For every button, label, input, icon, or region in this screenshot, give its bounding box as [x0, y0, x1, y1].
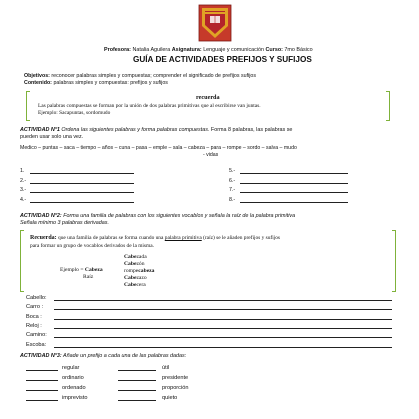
recuerda-2-text-b: (raíz) se le añaden prefijos y sufijos — [201, 235, 281, 241]
word-right: proporción — [162, 385, 189, 391]
derivada-root: Cabe — [124, 275, 137, 281]
answer-line[interactable] — [240, 183, 348, 184]
actividad-2-text: Forma una familia de palabras con los siguientes vocablos y señala la raíz de la palabra primitiva — [63, 213, 296, 219]
derivadas-list — [124, 254, 154, 289]
actividad-1-instruction — [20, 127, 292, 133]
answer-line[interactable] — [240, 202, 348, 203]
derivada-root: Cabe — [124, 261, 137, 267]
word-left: regular — [62, 365, 80, 371]
prefix-answer-line[interactable] — [26, 400, 58, 401]
answer-number: 2.- — [20, 177, 27, 184]
derivada-word — [124, 268, 154, 275]
ejemplo-word: Cabeza — [84, 267, 103, 273]
actividad-1-label: ACTIVIDAD N°1 — [20, 127, 60, 133]
answer-line[interactable] — [30, 183, 134, 184]
answer-number: 7.- — [229, 187, 236, 193]
answer-line[interactable] — [30, 202, 134, 203]
page-title: GUÍA DE ACTIVIDADES PREFIJOS Y SUFIJOS — [133, 55, 312, 64]
contenido-text: palabras simples y compuestas: prefijos y sufijos — [53, 80, 168, 86]
answer-number: 8.- — [229, 196, 236, 203]
recuerda-2-line-2: para formar un grupo de vocablos derivados de la misma. — [30, 243, 154, 249]
word-right: útil — [162, 365, 170, 371]
ejemplo — [60, 267, 103, 273]
actividad-3-text: Añade un prefijo a cada una de las palabras dadas: — [63, 353, 187, 359]
derivada-suffix: cera — [136, 282, 146, 288]
actividad-3-label: ACTIVIDAD N°3: — [20, 353, 62, 359]
recuerda-2-text-a: que una familia de palabras se forma cuando una — [56, 235, 165, 241]
derivada-suffix: zazo — [136, 275, 147, 281]
actividad-1-text-3: pueden usar solo una vez. — [20, 134, 84, 140]
answer-line[interactable] — [240, 192, 348, 193]
familia-label: Carro : — [26, 304, 44, 311]
bracket-left-2 — [20, 230, 24, 292]
prefix-answer-line[interactable] — [118, 370, 156, 371]
word-right: presidente — [162, 375, 189, 381]
curso-value: 7mo Básico — [284, 47, 313, 53]
derivada-root: Cabe — [124, 254, 137, 260]
familia-label: Camino: — [26, 332, 47, 339]
recuerda-2-text-underlined: palabra primitiva — [164, 235, 202, 241]
familia-answer-line[interactable] — [54, 319, 392, 320]
prefix-answer-line[interactable] — [118, 400, 156, 401]
actividad-1-words-2: - vidas — [203, 152, 219, 158]
derivada-word — [124, 282, 154, 289]
derivada-word — [124, 254, 154, 261]
familia-answer-line[interactable] — [54, 337, 392, 338]
answer-number: 6.- — [229, 177, 236, 184]
derivada-suffix: zón — [136, 261, 145, 267]
answer-line[interactable] — [240, 173, 348, 174]
word-left: imprevisto — [62, 395, 88, 401]
recuerda-line-1: Las palabras compuestas se forman por la unión de dos palabras primitivas que al escribirse van juntas. — [38, 103, 261, 109]
curso-label: Curso: — [265, 47, 283, 53]
actividad-3-instruction — [20, 353, 186, 359]
word-left: ordinario — [62, 375, 84, 381]
actividad-2-text-2: Señala mínimo 3 palabras derivadas. — [20, 220, 109, 226]
contenido-label: Contenido: — [24, 80, 52, 86]
school-crest-logo — [197, 4, 233, 42]
objetivos — [24, 73, 256, 79]
answer-number: 4.- — [20, 196, 27, 203]
profesora-name: Natalia Aguilera — [132, 47, 171, 53]
actividad-2-instruction — [20, 213, 295, 219]
answer-number: 5.- — [229, 168, 236, 174]
asignatura-value: Lenguaje y comunicación — [203, 47, 265, 53]
derivada-word — [124, 261, 154, 268]
derivada-root: Cabe — [124, 282, 137, 288]
familia-answer-line[interactable] — [54, 328, 392, 329]
recuerda-2-heading: Recuerda: — [30, 235, 57, 241]
prefix-answer-line[interactable] — [118, 390, 156, 391]
profesora-label: Profesora: — [104, 47, 131, 53]
asignatura-label: Asignatura: — [171, 47, 202, 53]
familia-answer-line[interactable] — [54, 300, 392, 301]
answer-line[interactable] — [30, 192, 134, 193]
familia-label: Reloj : — [26, 322, 42, 329]
teacher-info — [104, 47, 313, 53]
recuerda-line-2: Ejemplo: Sacapuntas, sordomudo — [38, 110, 111, 116]
familia-label: Escoba: — [26, 341, 47, 348]
answer-line[interactable] — [30, 173, 134, 174]
prefix-answer-line[interactable] — [118, 380, 156, 381]
raiz-label: Raíz — [83, 274, 94, 280]
derivada-suffix: cabeza — [138, 268, 155, 274]
bracket-left — [26, 91, 30, 121]
recuerda-heading: recuerda — [196, 94, 220, 101]
objetivos-label: Objetivos: — [24, 73, 50, 79]
familia-answer-line[interactable] — [54, 347, 392, 348]
derivada-suffix: zada — [136, 254, 147, 260]
prefix-answer-line[interactable] — [26, 390, 58, 391]
familia-answer-line[interactable] — [54, 309, 392, 310]
familia-label: Cabello: — [26, 295, 47, 301]
actividad-1-text-2: Forma 8 palabras, las palabras se — [209, 127, 293, 133]
familia-label: Boca : — [26, 313, 42, 320]
recuerda-2-line-1 — [30, 235, 280, 241]
actividad-1-text: Ordena las siguientes palabras y forma palabras compuestas. — [61, 127, 210, 133]
actividad-2-label: ACTIVIDAD N°2: — [20, 213, 62, 219]
answer-number: 3.- — [20, 187, 27, 193]
actividad-1-words: Medico – puntas – saca – tiempo – años – cuna – pasa – emple – sala – cabeza – para – rompe – sordo – salva – mudo — [20, 145, 297, 151]
word-right: quieto — [162, 395, 178, 401]
word-left: ordenado — [62, 385, 86, 391]
contenido — [24, 80, 168, 86]
answer-number: 1. — [20, 168, 25, 174]
objetivos-text: reconocer palabras simples y compuestas; comprender el significado de prefijos sufijos — [51, 73, 257, 79]
derivada-root: rompe — [124, 268, 139, 274]
ejemplo-label: Ejemplo = — [60, 267, 85, 273]
bracket-right-2 — [392, 230, 396, 292]
prefix-answer-line[interactable] — [26, 380, 58, 381]
bracket-right — [386, 91, 390, 121]
prefix-answer-line[interactable] — [26, 370, 58, 371]
derivada-word — [124, 275, 154, 282]
